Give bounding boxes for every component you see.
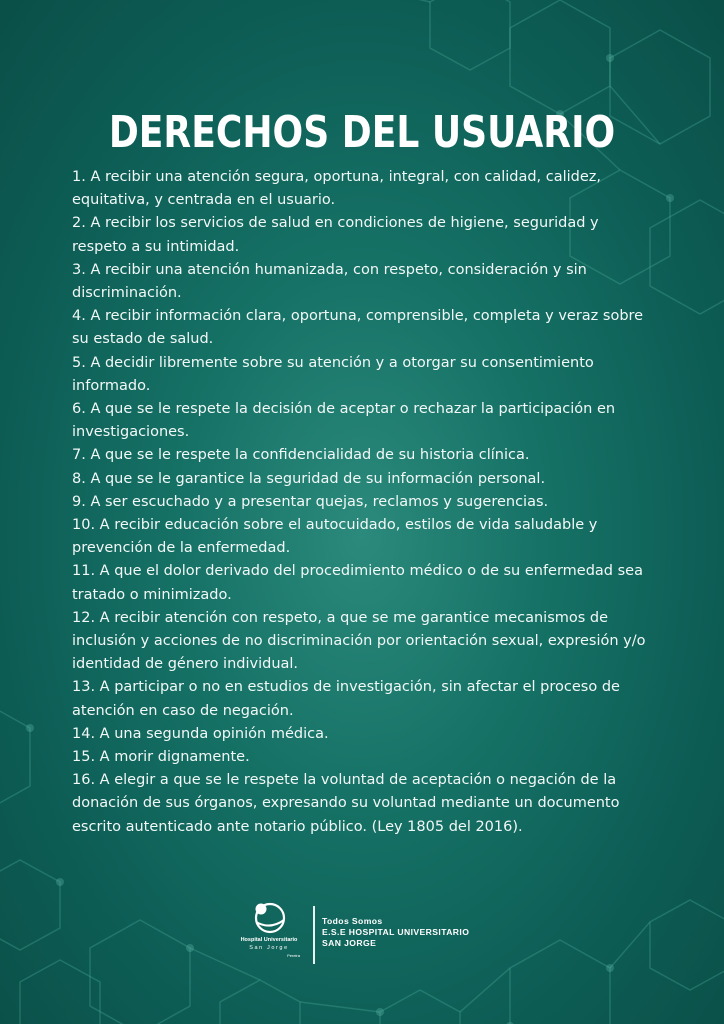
list-item: 16. A elegir a que se le respete la voluntad de aceptación o negación de la donación de sus órganos, expresando su voluntad mediante un documento escrito autenticado ante notario público. (Ley 1805 del 2016). — [72, 772, 620, 835]
logo-city-label: Pereira — [287, 953, 300, 958]
list-item: 9. A ser escuchado y a presentar quejas, reclamos y sugerencias. — [72, 493, 549, 510]
list-item: 12. A recibir atención con respeto, a que se me garantice mecanismos de inclusión y acciones de no discriminación por orientación sexual, expresión y/o identidad de género individual. — [72, 609, 646, 673]
footer-line: SAN JORGE — [322, 938, 377, 948]
logo-circle-icon — [248, 900, 292, 936]
list-item: 6. A que se le respete la decisión de aceptar o rechazar la participación en investigaciones. — [72, 401, 616, 441]
list-item: 7. A que se le respete la confidencialidad de su historia clínica. — [72, 447, 530, 464]
page-title: DERECHOS DEL USUARIO — [108, 107, 616, 159]
logo-hospital-label: Hospital Universitario — [240, 937, 298, 943]
logo-name-label: San Jorge — [249, 945, 289, 951]
list-item: 3. A recibir una atención humanizada, con respeto, consideración y sin discriminación. — [72, 261, 587, 302]
list-item: 13. A participar o no en estudios de investigación, sin afectar el proceso de atención en caso de negación. — [72, 679, 620, 719]
list-item: 10. A recibir educación sobre el autocuidado, estilos de vida saludable y prevención de la enfermedad. — [72, 517, 598, 557]
list-item: 11. A que el dolor derivado del procedimiento médico o de su enfermedad sea tratado o minimizado. — [72, 563, 643, 603]
rights-list — [72, 166, 652, 839]
list-item: 8. A que se le garantice la seguridad de su información personal. — [72, 470, 546, 487]
footer-text — [322, 916, 469, 949]
list-item: 14. A una segunda opinión médica. — [72, 725, 329, 742]
hospital-logo — [238, 900, 306, 964]
list-item: 4. A recibir información clara, oportuna, comprensible, completa y veraz sobre su estado de salud. — [72, 308, 644, 348]
footer — [238, 898, 538, 966]
list-item: 5. A decidir libremente sobre su atención y a otorgar su consentimiento informado. — [72, 354, 594, 394]
footer-divider — [313, 906, 315, 964]
footer-line: E.S.E HOSPITAL UNIVERSITARIO — [322, 927, 470, 937]
footer-line: Todos Somos — [322, 916, 383, 926]
list-item: 15. A morir dignamente. — [72, 749, 250, 766]
list-item: 2. A recibir los servicios de salud en condiciones de higiene, seguridad y respeto a su intimidad. — [72, 215, 599, 255]
list-item: 1. A recibir una atención segura, oportuna, integral, con calidad, calidez, equitativa, y centrada en el usuario. — [72, 169, 602, 209]
